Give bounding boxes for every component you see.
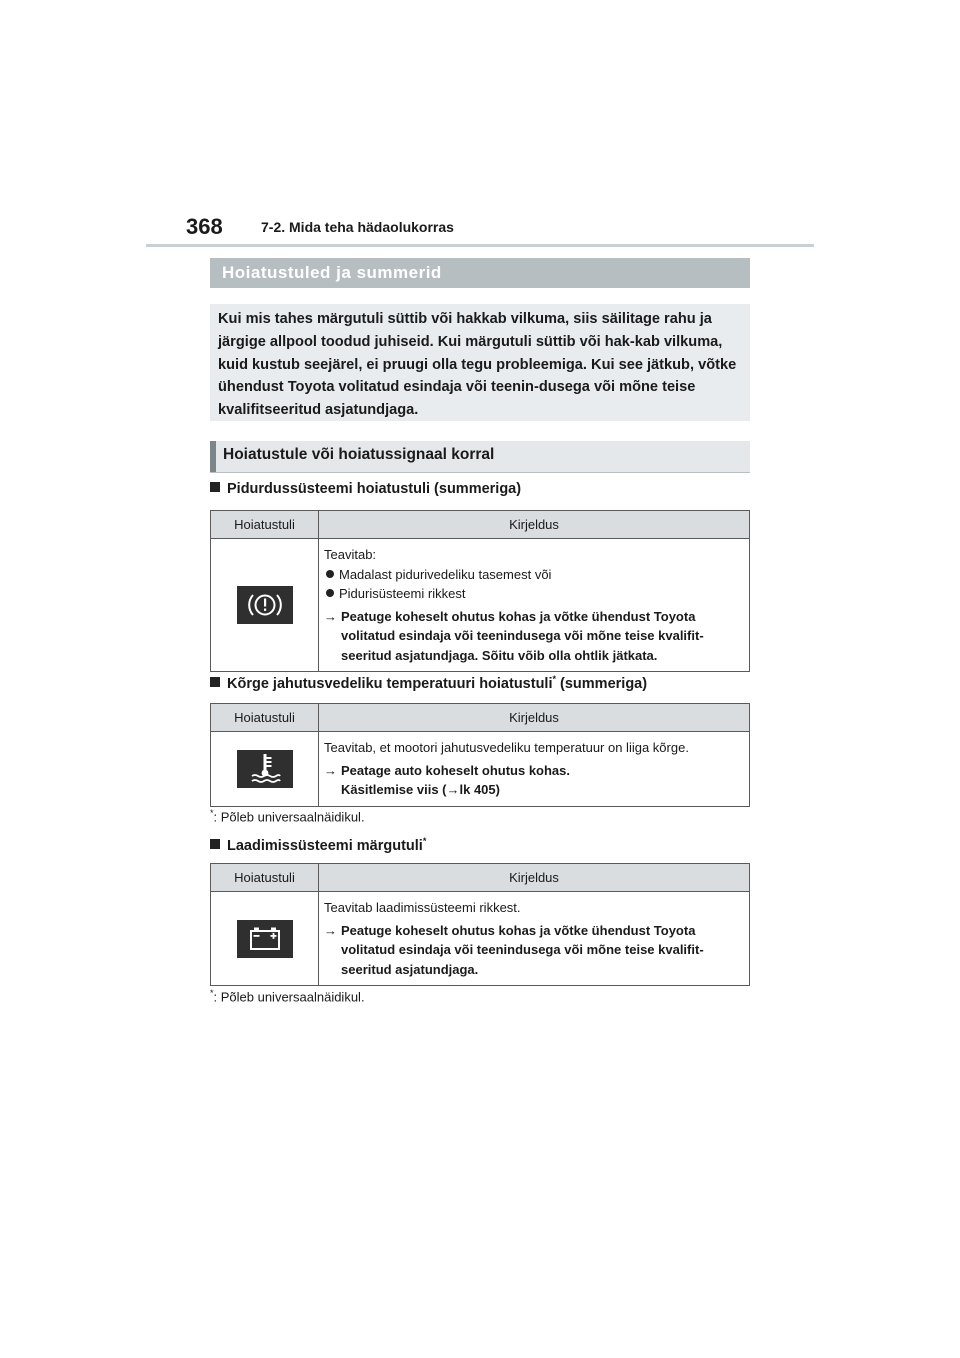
footnote: *: Põleb universaalnäidikul. — [210, 808, 365, 825]
intro-text: Kui mis tahes märgutuli süttib või hakkab vilkuma, siis säilitage rahu ja järgige allpool toodud juhiseid. Kui märgutuli süttib või hak-kab vilkuma, kuid kustub seejärel, ei pruugi olla tegu probleemiga. Kui see jätkub, võtke ühendust Toyota volitatud esindaja või teenin-dusega või mõne teise kvalifitseeritud asjatundjaga. — [218, 311, 737, 419]
section-title: Hoiatustuled ja summerid — [222, 263, 442, 282]
item-heading-charging: Laadimissüsteemi märgutuli* — [210, 836, 426, 854]
section-banner — [210, 258, 750, 288]
footnote-mark: * — [210, 988, 214, 998]
footnote-mark: * — [552, 674, 557, 684]
arrow-right-icon: → — [324, 922, 337, 938]
arrow-right-icon: → — [324, 762, 337, 778]
description-cell — [319, 732, 750, 807]
column-header-description: Kirjeldus — [319, 864, 750, 892]
footnote-mark: * — [422, 836, 427, 846]
warning-table-charging — [210, 863, 750, 986]
list-item: Pidurisüsteemi rikkest — [324, 584, 746, 604]
bullet-dot-icon — [326, 570, 334, 578]
icon-cell — [211, 892, 319, 986]
description-cell — [319, 892, 750, 986]
column-header-icon: Hoiatustuli — [211, 864, 319, 892]
warning-table-coolant — [210, 703, 750, 807]
subsection-banner — [210, 441, 750, 473]
bullet-dot-icon — [326, 589, 334, 597]
header-divider — [146, 244, 814, 247]
subsection-title: Hoiatustule või hoiatussignaal korral — [223, 446, 495, 463]
action-instruction: → Peatage auto koheselt ohutus kohas. Käsitlemise viis (→lk 405) — [324, 762, 570, 797]
action-instruction: → Peatuge koheselt ohutus kohas ja võtke ühendust Toyota volitatud esindaja või teenindusega või mõne teise kvalifit-seeritud asjatundjaga. Sõitu võib olla ohtlik jätkata. — [324, 608, 704, 663]
column-header-icon: Hoiatustuli — [211, 511, 319, 539]
page-number: 368 — [186, 214, 223, 239]
square-bullet-icon — [210, 839, 220, 849]
intro-box — [210, 304, 750, 421]
battery-charging-icon — [237, 920, 293, 958]
table-row — [211, 732, 750, 807]
column-header-description: Kirjeldus — [319, 704, 750, 732]
column-header-icon: Hoiatustuli — [211, 704, 319, 732]
coolant-temperature-icon — [237, 750, 293, 788]
action-instruction: → Peatuge koheselt ohutus kohas ja võtke ühendust Toyota volitatud esindaja või teenindusega või mõne teise kvalifit-seeritud asjatundjaga. — [324, 922, 704, 977]
brake-warning-icon — [237, 586, 293, 624]
icon-cell — [211, 539, 319, 672]
footnote-mark: * — [210, 808, 214, 818]
item-heading-brake: Pidurdussüsteemi hoiatustuli (summeriga) — [210, 481, 521, 497]
list-item: Madalast pidurivedeliku tasemest või — [324, 565, 746, 585]
item-heading-coolant: Kõrge jahutusvedeliku temperatuuri hoiatustuli* (summeriga) — [210, 674, 647, 692]
footnote: *: Põleb universaalnäidikul. — [210, 988, 365, 1005]
icon-cell — [211, 732, 319, 807]
description-cell — [319, 539, 750, 672]
table-row — [211, 539, 750, 672]
chapter-title: 7-2. Mida teha hädaolukorras — [261, 219, 454, 235]
description-lead: Teavitab, et mootori jahutusvedeliku temperatuur on liiga kõrge. — [324, 740, 689, 755]
square-bullet-icon — [210, 677, 220, 687]
arrow-right-icon: → — [446, 782, 460, 797]
description-lead: Teavitab: — [324, 547, 377, 562]
subsection-accent-bar — [210, 441, 216, 472]
warning-table-brake — [210, 510, 750, 672]
table-row — [211, 892, 750, 986]
description-lead: Teavitab laadimissüsteemi rikkest. — [324, 900, 521, 915]
column-header-description: Kirjeldus — [319, 511, 750, 539]
square-bullet-icon — [210, 482, 220, 492]
table-header-row — [211, 704, 750, 732]
table-header-row — [211, 511, 750, 539]
table-header-row — [211, 864, 750, 892]
arrow-right-icon: → — [324, 608, 337, 624]
